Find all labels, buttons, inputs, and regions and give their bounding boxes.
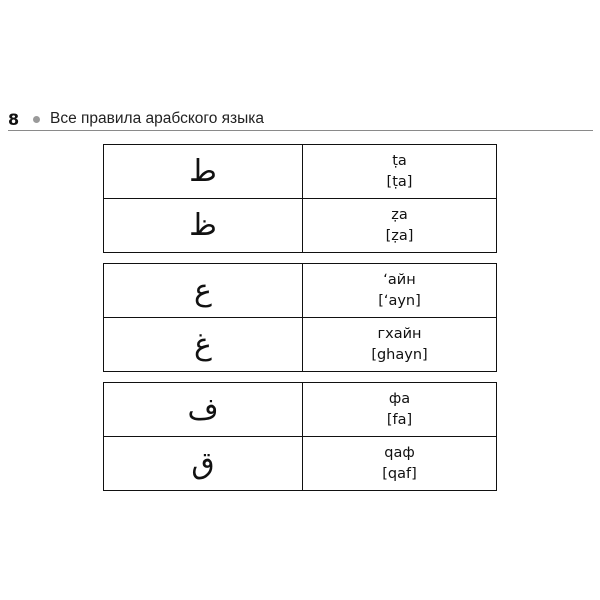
transcription-cell <box>303 199 497 253</box>
table-row <box>104 199 497 253</box>
transcription-cell <box>303 318 497 372</box>
table-row <box>104 437 497 491</box>
page-number: 8 <box>8 109 20 129</box>
letter-name: гхайн <box>377 325 422 342</box>
arabic-letter: ع <box>104 264 303 318</box>
letter-transliteration: [ghayn] <box>371 346 428 363</box>
letter-name: qаф <box>384 444 415 461</box>
letter-name: фа <box>388 390 411 407</box>
letter-transliteration: [ṭa] <box>386 173 413 190</box>
letter-transliteration: [fa] <box>386 411 413 428</box>
transcription-cell <box>303 437 497 491</box>
arabic-letter: غ <box>104 318 303 372</box>
transcription-cell <box>303 264 497 318</box>
table-row <box>104 264 497 318</box>
table-row <box>104 318 497 372</box>
arabic-letter: ق <box>104 437 303 491</box>
table-row <box>104 145 497 199</box>
letter-table-1 <box>103 144 497 253</box>
arabic-letter: ف <box>104 383 303 437</box>
book-title: Все правила арабского языка <box>50 110 265 127</box>
letter-name: ẓa <box>391 206 408 223</box>
letter-table-2 <box>103 263 497 372</box>
letter-name: ṭa <box>392 152 407 169</box>
transcription-cell <box>303 145 497 199</box>
bullet-dot <box>33 116 40 123</box>
letter-transliteration: [ʻayn] <box>378 292 421 309</box>
transcription-cell <box>303 383 497 437</box>
arabic-letter: ط <box>104 145 303 199</box>
letter-table-3 <box>103 382 497 491</box>
letter-name: ʻайн <box>383 271 416 288</box>
table-row <box>104 383 497 437</box>
alphabet-tables <box>103 144 497 501</box>
page-header <box>8 108 593 131</box>
letter-transliteration: [qaf] <box>382 465 417 482</box>
arabic-letter: ظ <box>104 199 303 253</box>
letter-transliteration: [ẓa] <box>385 227 414 244</box>
